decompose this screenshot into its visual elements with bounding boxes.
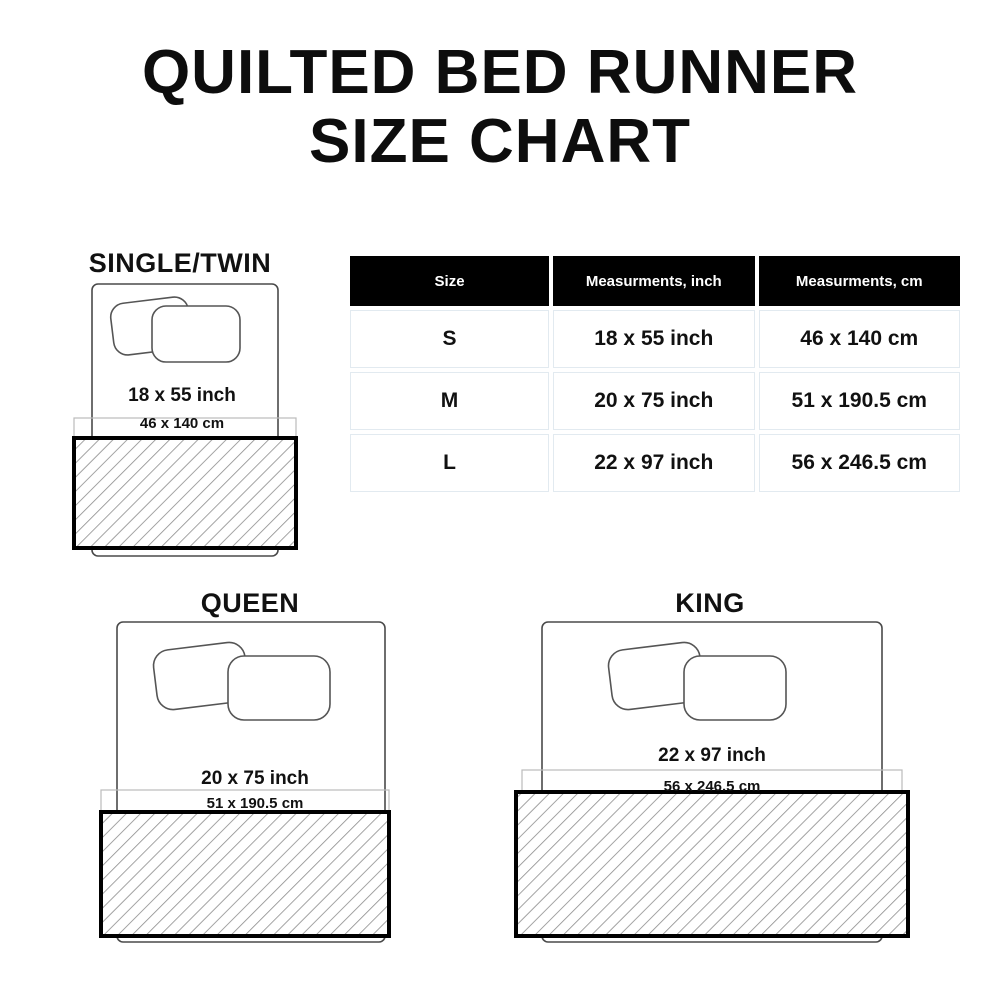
header-size: Size xyxy=(350,256,549,306)
cell-inch: 18 x 55 inch xyxy=(553,310,754,368)
header-measurements-inch: Measurments, inch xyxy=(553,256,754,306)
cell-inch: 20 x 75 inch xyxy=(553,372,754,430)
table-header-row xyxy=(350,256,960,306)
title-line-2: SIZE CHART xyxy=(309,107,691,177)
cell-inch: 22 x 97 inch xyxy=(553,434,754,492)
cell-cm: 51 x 190.5 cm xyxy=(759,372,960,430)
cell-size: M xyxy=(350,372,549,430)
table-row xyxy=(350,372,960,430)
queen-dimension-inch: 20 x 75 inch xyxy=(201,768,309,789)
header-measurements-cm: Measurments, cm xyxy=(759,256,960,306)
title-line-1: QUILTED BED RUNNER xyxy=(141,38,859,107)
single-twin-dimension-inch: 18 x 55 inch xyxy=(128,385,236,406)
king-dimension-inch: 22 x 97 inch xyxy=(658,745,766,766)
table-row xyxy=(350,434,960,492)
page-title xyxy=(0,38,1000,177)
king-dimension-cm: 56 x 246.5 cm xyxy=(663,778,761,795)
queen-dimension-cm: 51 x 190.5 cm xyxy=(206,795,304,812)
single-twin-dimension-cm: 46 x 140 cm xyxy=(139,415,225,432)
cell-size: S xyxy=(350,310,549,368)
heading-king: KING xyxy=(675,588,745,618)
cell-cm: 56 x 246.5 cm xyxy=(759,434,960,492)
heading-queen: QUEEN xyxy=(200,588,300,618)
heading-single-twin: SINGLE/TWIN xyxy=(88,248,272,278)
cell-size: L xyxy=(350,434,549,492)
size-chart-table xyxy=(346,252,964,496)
cell-cm: 46 x 140 cm xyxy=(759,310,960,368)
table-row xyxy=(350,310,960,368)
